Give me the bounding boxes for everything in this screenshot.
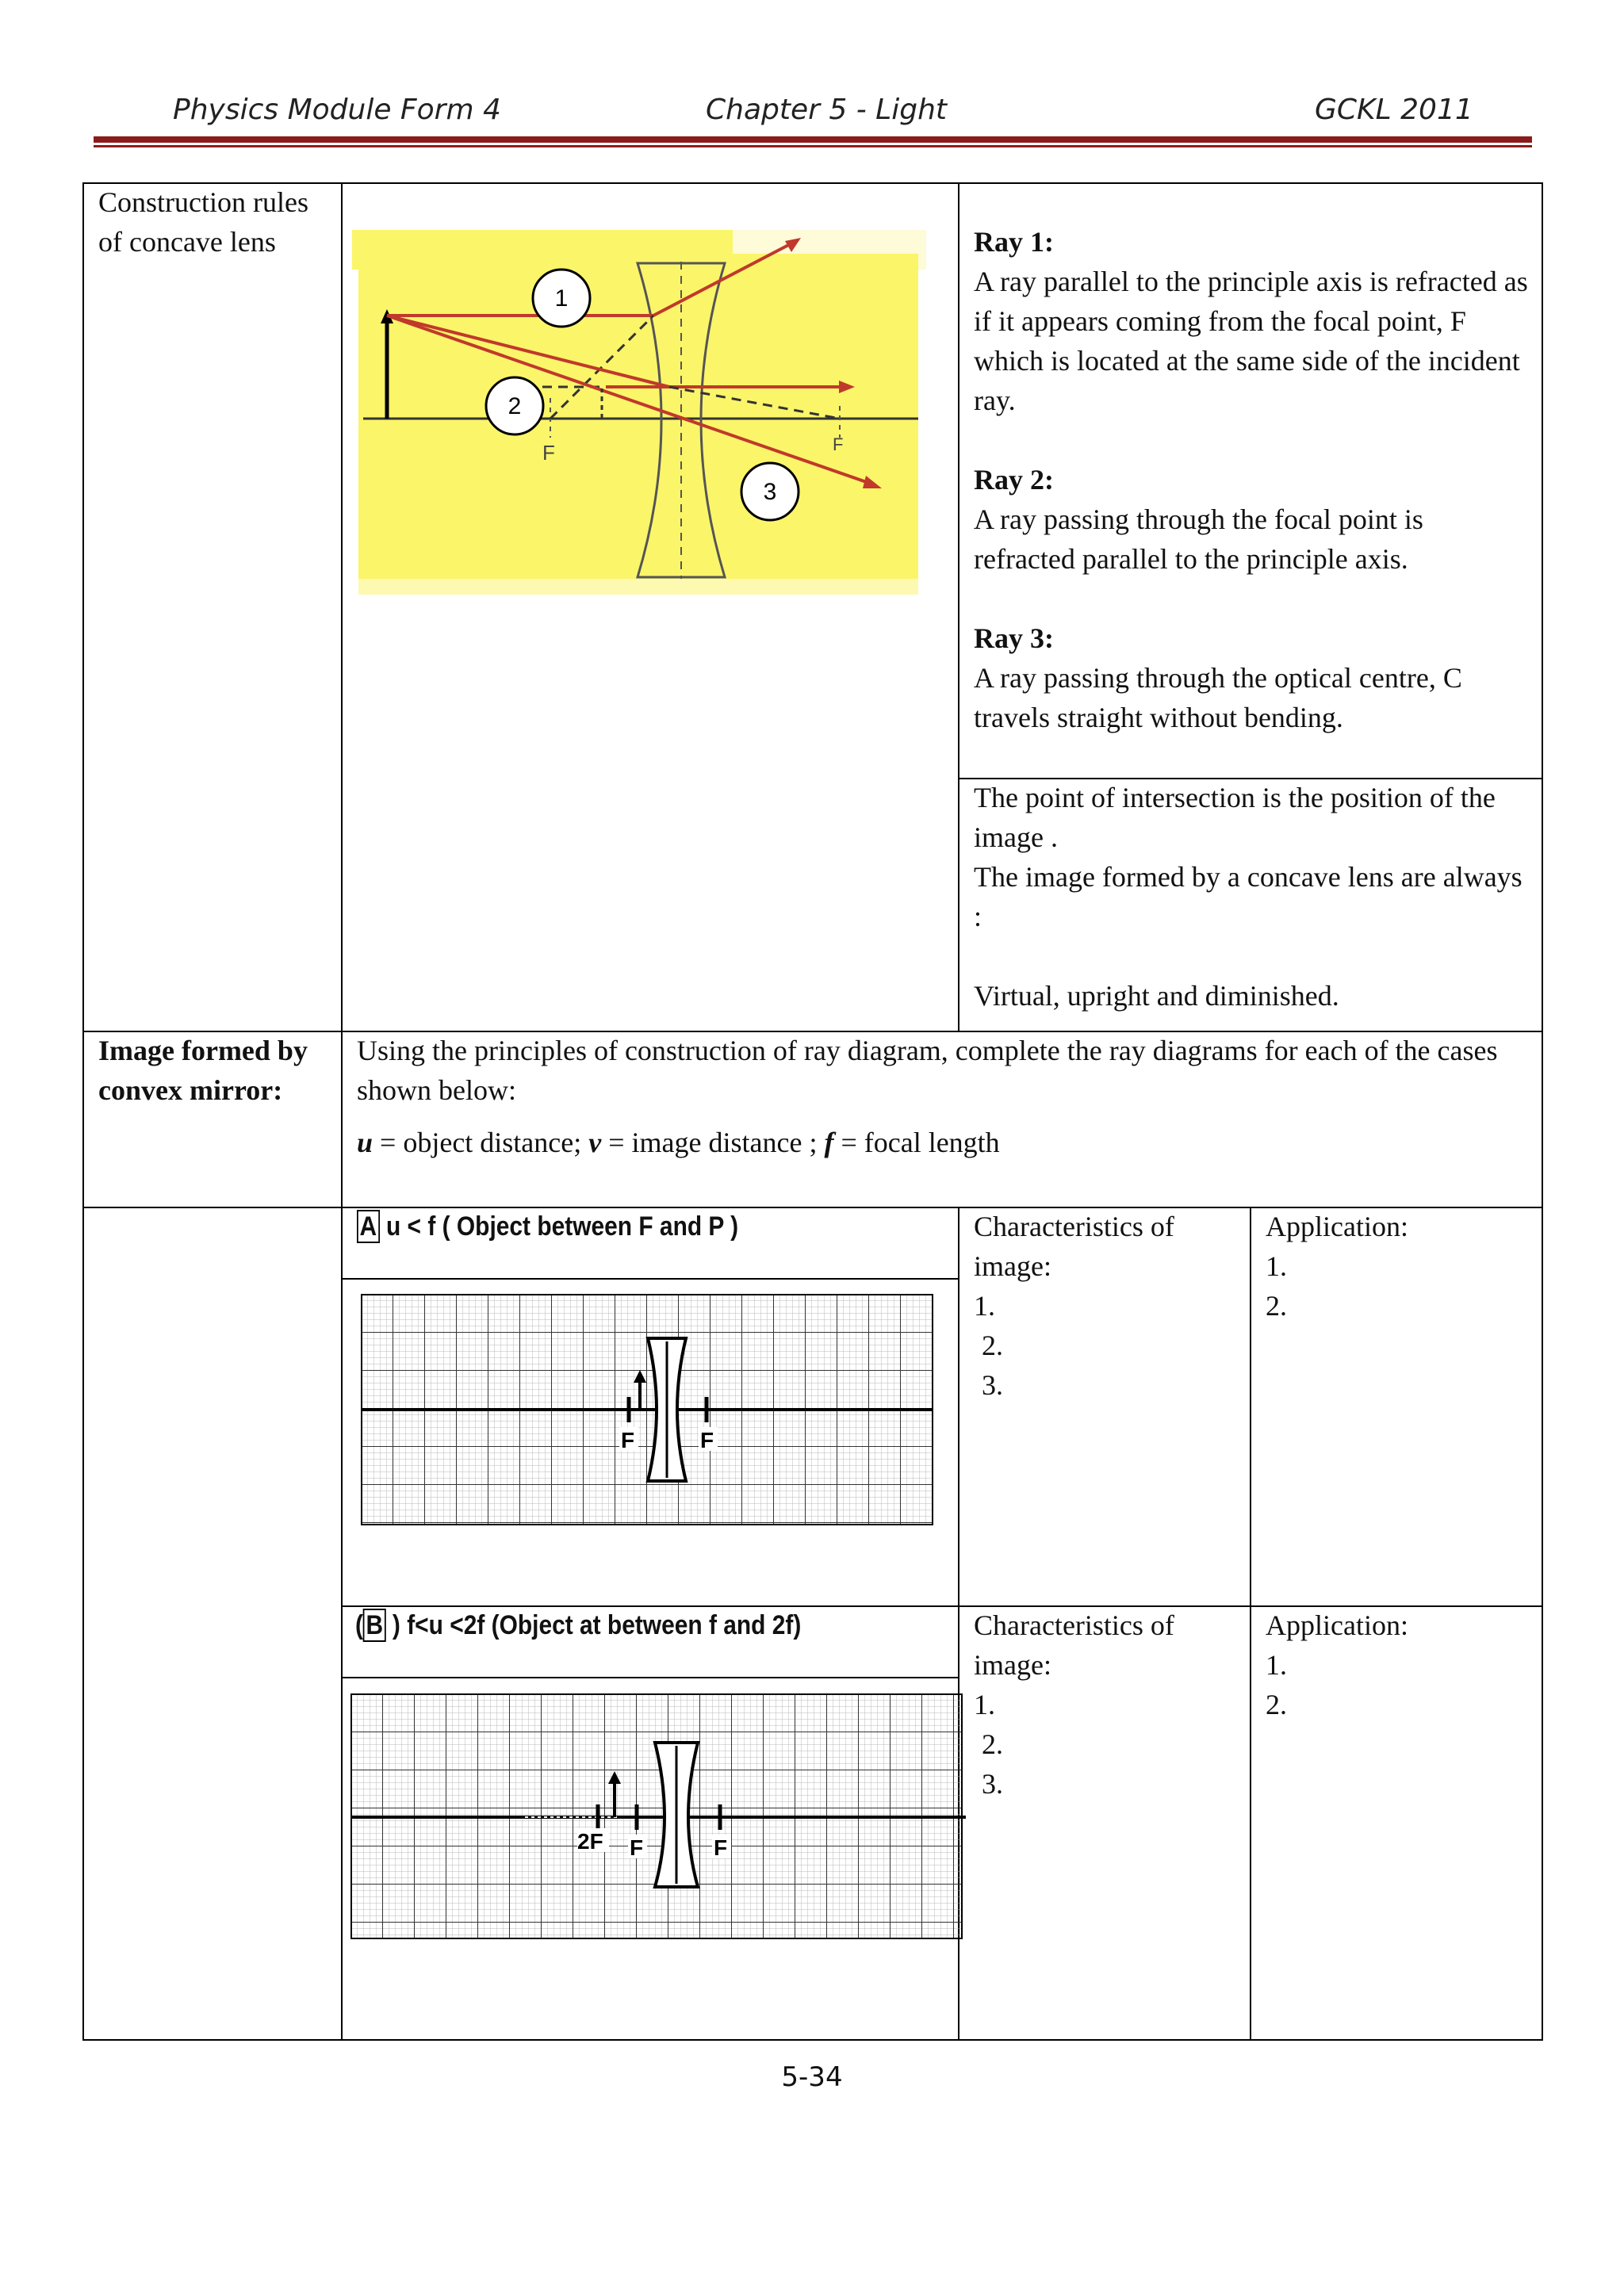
case-b-title: ( B ) f<u <2f (Object at between f and 2f) bbox=[355, 1610, 802, 1640]
case-b-application: Application: 1. 2. bbox=[1266, 1609, 1408, 1720]
ray-marker-2: 2 bbox=[508, 393, 522, 419]
ray-rules bbox=[974, 222, 1529, 737]
ray1-title: Ray 1: bbox=[974, 226, 1054, 258]
header-chapter-title: Chapter 5 - Light bbox=[706, 94, 947, 126]
header-module-title: Physics Module Form 4 bbox=[173, 94, 501, 126]
ray-marker-3: 3 bbox=[763, 479, 777, 505]
case-a-title: A u < f ( Object between F and P ) bbox=[357, 1207, 880, 1246]
case-b-characteristics: Characteristics of image: 1. 2. 3. bbox=[974, 1609, 1174, 1800]
image-summary bbox=[974, 778, 1529, 1016]
case-a-grid-diagram bbox=[361, 1294, 935, 1527]
case-b-2f-label: 2F bbox=[577, 1829, 603, 1854]
instruction-text: Using the principles of construction of ray diagram, complete the ray diagrams for each of the cases shown below: bbox=[357, 1035, 1498, 1106]
row-label-construction-rules: Construction rules of concave lens bbox=[98, 186, 308, 258]
ray3-title: Ray 3: bbox=[974, 622, 1054, 654]
concave-lens-ray-diagram bbox=[352, 230, 926, 603]
ray1-text: A ray parallel to the principle axis is refracted as if it appears coming from the focal point, F which is located at the same side of the incident ray. bbox=[974, 266, 1528, 416]
case-a-focal-left: F bbox=[621, 1428, 635, 1452]
summary-line-1: The point of intersection is the position of the image . bbox=[974, 782, 1496, 853]
ray2-text: A ray passing through the focal point is refracted parallel to the principle axis. bbox=[974, 503, 1423, 575]
case-a-application: Application: 1. 2. bbox=[1266, 1211, 1408, 1322]
header-school-year: GCKL 2011 bbox=[1315, 94, 1473, 126]
summary-line-2: The image formed by a concave lens are always : bbox=[974, 861, 1522, 932]
case-b-grid-diagram bbox=[350, 1693, 966, 1942]
case-b-focal-right: F bbox=[714, 1835, 728, 1860]
ray2-title: Ray 2: bbox=[974, 464, 1054, 496]
header-rule-thin bbox=[94, 145, 1532, 147]
focal-label-right: F bbox=[833, 434, 844, 454]
ray3-text: A ray passing through the optical centre, C travels straight without bending. bbox=[974, 662, 1462, 733]
page-number: 5-34 bbox=[781, 2061, 843, 2093]
ray-marker-1: 1 bbox=[554, 285, 569, 312]
instruction bbox=[357, 1031, 1530, 1162]
variable-definitions: u = object distance; v = image distance ; f = focal length bbox=[357, 1127, 1000, 1158]
summary-line-3: Virtual, upright and diminished. bbox=[974, 980, 1339, 1012]
row-label-convex-mirror: Image formed by convex mirror: bbox=[98, 1035, 308, 1106]
case-b-focal-left: F bbox=[630, 1835, 644, 1860]
focal-label-left: F bbox=[542, 441, 555, 465]
header-rule bbox=[94, 136, 1532, 143]
case-a-characteristics: Characteristics of image: 1. 2. 3. bbox=[974, 1211, 1174, 1401]
case-a-focal-right: F bbox=[700, 1428, 714, 1452]
